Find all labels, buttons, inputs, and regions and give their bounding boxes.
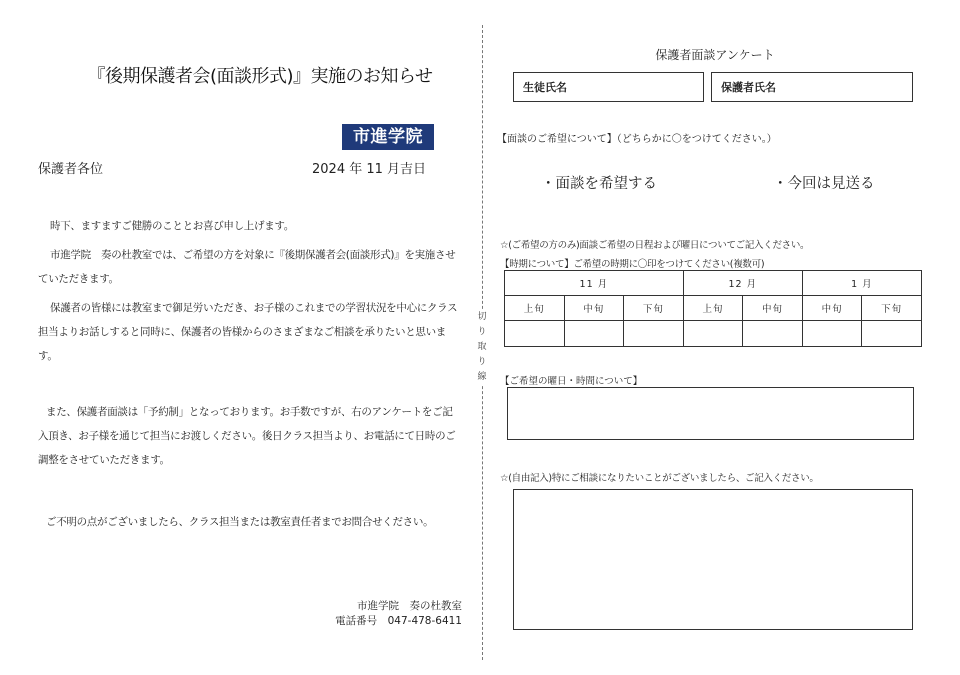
guardian-name-field[interactable] <box>711 72 913 102</box>
notice-title: 『後期保護者会(面談形式)』実施のお知らせ <box>87 66 433 87</box>
paragraph-details-text: 保護者の皆様には教室まで御足労いただき、お子様のこれまでの学習状況を中心にクラス担当よりお話しすると同時に、保護者の皆様からのさまざまなご相談を承りたいと思います。 <box>38 302 458 362</box>
mark-cell[interactable] <box>683 321 743 347</box>
paragraph-greeting: 時下、ますますご健勝のこととお喜び申し上げます。 <box>50 220 294 232</box>
paragraph-announcement <box>38 243 458 291</box>
cut-line-char: り <box>477 327 487 337</box>
paragraph-contact-text: ご不明の点がございましたら、クラス担当または教室責任者までお問合せください。 <box>46 516 434 528</box>
month-header: 12 月 <box>683 271 802 296</box>
guardian-name-label: 保護者氏名 <box>721 81 776 94</box>
survey-title: 保護者面談アンケート <box>655 48 775 62</box>
cut-line-char: 取 <box>477 342 487 352</box>
option-skip-interview[interactable]: ・今回は見送る <box>773 176 875 192</box>
cut-line-char: 線 <box>477 372 487 382</box>
cut-line-char: 切 <box>477 312 487 322</box>
student-name-field[interactable] <box>513 72 704 102</box>
period-header: 下旬 <box>862 296 922 321</box>
mark-cell[interactable] <box>862 321 922 347</box>
mark-cell[interactable] <box>505 321 565 347</box>
cut-line-label <box>474 310 490 385</box>
school-logo: 市進学院 <box>342 124 434 150</box>
period-header: 中旬 <box>802 296 862 321</box>
paragraph-details <box>38 296 458 368</box>
signature-phone: 電話番号 047-478-6411 <box>335 615 462 627</box>
signature-school: 市進学院 奏の杜教室 <box>357 600 462 612</box>
period-row <box>505 296 922 321</box>
dow-time-field[interactable] <box>507 387 914 440</box>
free-comment-label: ☆(自由記入)特にご相談になりたいことがございましたら、ご記入ください。 <box>500 473 819 484</box>
period-header: 中旬 <box>743 296 803 321</box>
month-header: 11 月 <box>505 271 684 296</box>
mark-cell[interactable] <box>802 321 862 347</box>
period-header: 上旬 <box>683 296 743 321</box>
period-header: 下旬 <box>624 296 684 321</box>
option-wish-interview[interactable]: ・面談を希望する <box>541 176 657 192</box>
month-row <box>505 271 922 296</box>
paragraph-contact <box>38 510 458 534</box>
dow-time-label: 【ご希望の曜日・時間について】 <box>500 376 643 387</box>
period-header: 上旬 <box>505 296 565 321</box>
paragraph-reservation <box>38 400 458 472</box>
period-label: 【時期について】ご希望の時期に〇印をつけてください(複数可) <box>500 259 765 270</box>
period-table <box>504 270 922 347</box>
period-header: 中旬 <box>564 296 624 321</box>
paragraph-announcement-text: 市進学院 奏の杜教室では、ご希望の方を対象に『後期保護者会(面談形式)』を実施させていただきます。 <box>38 249 456 285</box>
schedule-note: ☆(ご希望の方のみ)面談ご希望の日程および曜日についてご記入ください。 <box>500 240 810 251</box>
paragraph-reservation-text: また、保護者面談は「予約制」となっております。お手数ですが、右のアンケートをご記入頂き、お子様を通じて担当にお渡しください。後日クラス担当より、お電話にて日時のご調整をさせていただきます。 <box>38 406 456 466</box>
student-name-label: 生徒氏名 <box>523 81 567 94</box>
mark-cell[interactable] <box>624 321 684 347</box>
mark-cell[interactable] <box>743 321 803 347</box>
cut-line-char: り <box>477 357 487 367</box>
month-header: 1 月 <box>802 271 921 296</box>
wish-label: 【面談のご希望について】（どちらかに〇をつけてください。） <box>497 134 777 145</box>
free-comment-field[interactable] <box>513 489 913 630</box>
notice-date: 2024 年 11 月吉日 <box>312 162 427 177</box>
recipient: 保護者各位 <box>38 162 104 177</box>
mark-cell[interactable] <box>564 321 624 347</box>
mark-row <box>505 321 922 347</box>
